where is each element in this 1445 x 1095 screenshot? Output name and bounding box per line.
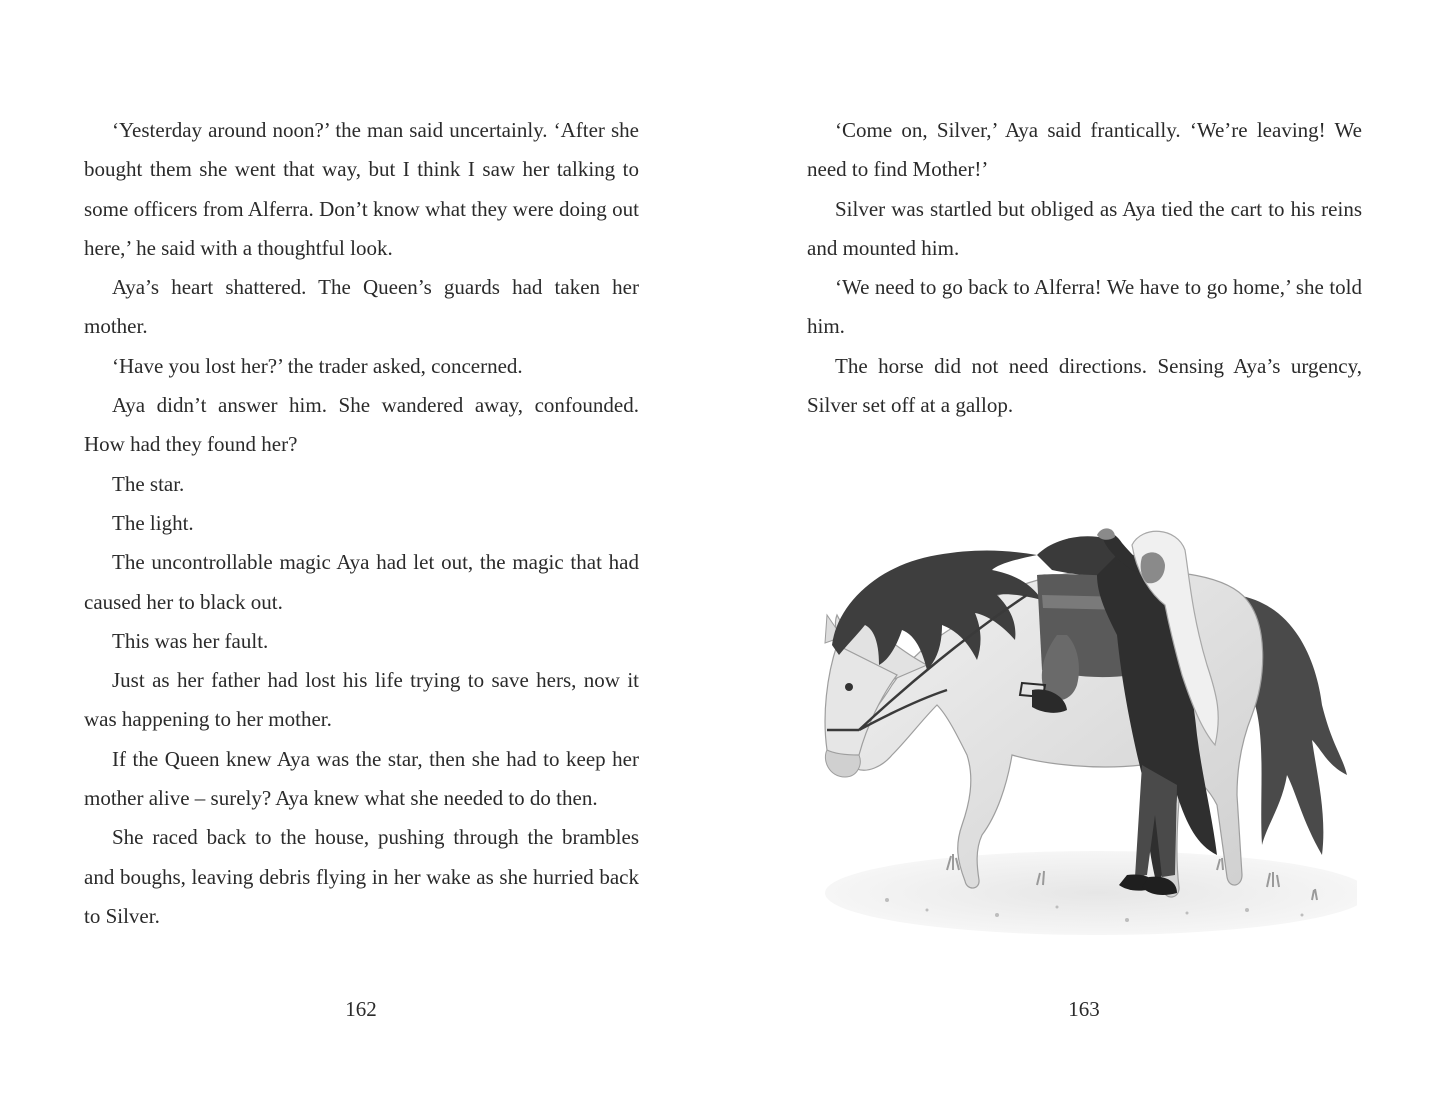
left-page-text <box>84 111 639 936</box>
paragraph: Aya’s heart shattered. The Queen’s guards had taken her mother. <box>84 275 639 339</box>
paragraph: This was her fault. <box>112 628 269 653</box>
paragraph: The star. <box>112 471 185 496</box>
paragraph: ‘Yesterday around noon?’ the man said uncertainly. ‘After she bought them she went that way, but I think I saw her talking to some officers from Alferra. Don’t know what they were doing out here,’ he said with a thoughtful look. <box>84 118 639 260</box>
page-number: 163 <box>1068 997 1100 1021</box>
horse-and-girl-illustration <box>797 515 1357 945</box>
paragraph: Aya didn’t answer him. She wandered away, confounded. How had they found her? <box>84 393 639 457</box>
paragraph: ‘Have you lost her?’ the trader asked, concerned. <box>112 353 523 378</box>
paragraph: She raced back to the house, pushing through the brambles and boughs, leaving debris flying in her wake as she hurried back to Silver. <box>84 825 639 928</box>
right-page <box>722 0 1445 1095</box>
left-page <box>0 0 722 1095</box>
horse-eye <box>845 683 853 691</box>
paragraph: The horse did not need directions. Sensing Aya’s urgency, Silver set off at a gallop. <box>807 353 1362 418</box>
paragraph: Just as her father had lost his life trying to save hers, now it was happening to her mother. <box>84 668 639 732</box>
paragraph: The light. <box>112 510 194 535</box>
ground <box>825 851 1357 935</box>
paragraph: ‘Come on, Silver,’ Aya said frantically. ‘We’re leaving! We need to find Mother!’ <box>807 118 1362 182</box>
paragraph: Silver was startled but obliged as Aya tied the cart to his reins and mounted him. <box>807 196 1362 260</box>
right-page-text <box>807 111 1362 425</box>
paragraph: The uncontrollable magic Aya had let out, the magic that had caused her to black out. <box>84 550 639 614</box>
page-number: 162 <box>345 997 377 1021</box>
paragraph: If the Queen knew Aya was the star, then she had to keep her mother alive – surely? Aya knew what she needed to do then. <box>84 746 639 811</box>
paragraph: ‘We need to go back to Alferra! We have to go home,’ she told him. <box>807 275 1362 339</box>
